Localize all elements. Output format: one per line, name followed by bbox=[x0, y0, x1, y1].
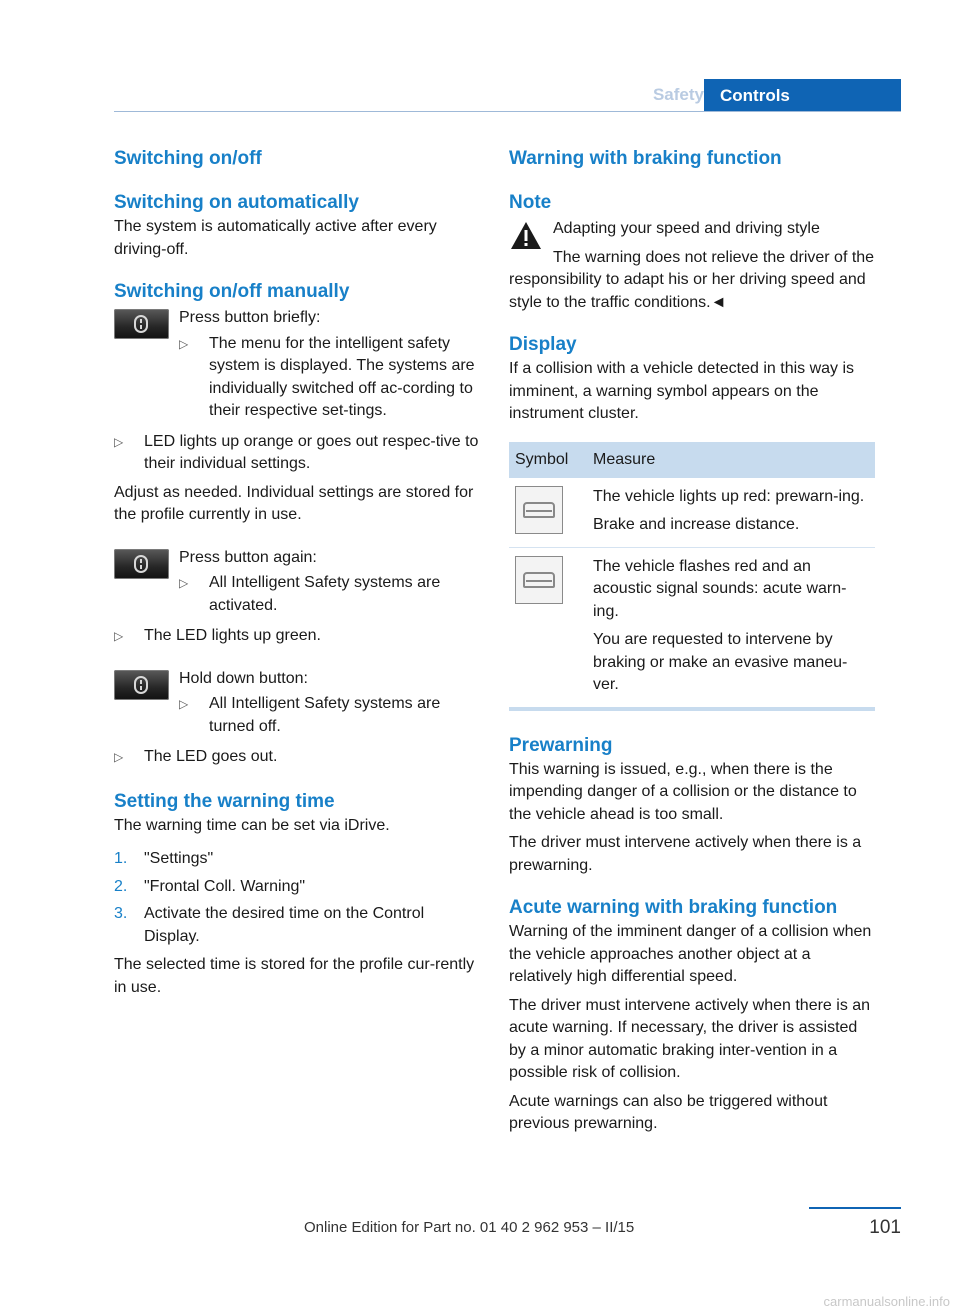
heading-manual: Switching on/off manually bbox=[114, 281, 350, 302]
left-column bbox=[114, 146, 480, 999]
header-rule bbox=[114, 111, 901, 112]
note-title: Adapting your speed and driving style bbox=[553, 220, 820, 237]
measure-line: Brake and increase distance. bbox=[593, 516, 800, 533]
measure-line: The vehicle flashes red and an acoustic signal sounds: acute warn-ing. bbox=[593, 557, 847, 620]
heading-warning-time: Setting the warning time bbox=[114, 790, 335, 812]
list-item: 3. Activate the desired time on the Control Display. bbox=[114, 905, 425, 945]
list-item: ▷ The LED goes out. bbox=[114, 748, 278, 765]
right-column bbox=[509, 146, 875, 1136]
col-symbol: Symbol bbox=[509, 442, 587, 478]
heading-note: Note bbox=[509, 192, 552, 213]
table-row bbox=[509, 478, 875, 548]
page-number: 101 bbox=[869, 1217, 901, 1238]
press-again-block bbox=[114, 547, 480, 618]
press-again-label: Press button again: bbox=[179, 548, 317, 566]
prewarning-text-1: This warning is issued, e.g., when there is the impending danger of a collision or the distance to the vehicle ahead is too small. bbox=[509, 760, 857, 823]
list-item: ▷ All Intelligent Safety systems are activated. bbox=[179, 574, 441, 614]
symbol-table bbox=[509, 442, 875, 711]
car-flashing-icon bbox=[515, 556, 563, 604]
footer-rule bbox=[809, 1207, 901, 1209]
note-block bbox=[509, 218, 875, 314]
page-footer bbox=[114, 1207, 901, 1247]
watermark: carmanualsonline.info bbox=[823, 1294, 950, 1309]
press-briefly-block bbox=[114, 307, 480, 423]
note-text: The warning does not relieve the driver of the responsibility to adapt his or her driving speed and style to the traffic conditions.◄ bbox=[509, 248, 875, 311]
acute-text-1: Warning of the imminent danger of a collision when the vehicle approaches another object at a relatively high differential speed. bbox=[509, 923, 872, 985]
list-item: ▷ All Intelligent Safety systems are turned off. bbox=[179, 695, 441, 735]
table-row bbox=[509, 547, 875, 709]
edition-text: Online Edition for Part no. 01 40 2 962 953 – II/15 bbox=[304, 1219, 635, 1236]
heading-auto: Switching on automatically bbox=[114, 192, 359, 213]
chapter-tab: Controls bbox=[704, 79, 901, 112]
list-item: ▷ LED lights up orange or goes out respec-tive to their individual settings. bbox=[114, 432, 479, 472]
adjust-text: Adjust as needed. Individual settings are stored for the profile currently in use. bbox=[114, 483, 474, 523]
measure-line: The vehicle lights up red: prewarn-ing. bbox=[593, 487, 865, 505]
warning-triangle-icon bbox=[509, 220, 543, 252]
hold-label: Hold down button: bbox=[179, 669, 308, 687]
list-item: ▷ The LED lights up green. bbox=[114, 627, 321, 644]
acute-text-2: The driver must intervene actively when there is an acute warning. If necessary, the driver is assisted by a minor automatic braking inter-vention in a possible risk of collision. bbox=[509, 996, 871, 1081]
safety-button-icon bbox=[114, 309, 169, 339]
list-item: ▷ The menu for the intelligent safety system is displayed. The systems are individually switched off ac-cording to their respective set-tings. bbox=[179, 334, 475, 419]
measure-line: You are requested to intervene by braking or make an evasive maneu-ver. bbox=[593, 631, 848, 693]
safety-button-icon bbox=[114, 670, 169, 700]
list-item: 1. "Settings" bbox=[114, 850, 214, 867]
car-red-icon bbox=[515, 486, 563, 534]
heading-display: Display bbox=[509, 334, 577, 355]
warning-time-text: The warning time can be set via iDrive. bbox=[114, 816, 390, 834]
press-briefly-label: Press button briefly: bbox=[179, 309, 321, 326]
auto-text: The system is automatically active after every driving-off. bbox=[114, 218, 437, 258]
stored-text: The selected time is stored for the profile cur-rently in use. bbox=[114, 956, 475, 996]
acute-text-3: Acute warnings can also be triggered without previous prewarning. bbox=[509, 1092, 828, 1132]
steps-list bbox=[114, 848, 480, 948]
hold-block bbox=[114, 668, 480, 739]
prewarning-text-2: The driver must intervene actively when there is a prewarning. bbox=[509, 834, 862, 874]
display-text: If a collision with a vehicle detected in this way is imminent, a warning symbol appears on the instrument cluster. bbox=[509, 360, 855, 422]
col-measure: Measure bbox=[587, 442, 875, 478]
section-label: Safety bbox=[652, 85, 704, 104]
heading-switching: Switching on/off bbox=[114, 148, 262, 169]
list-item: 2. "Frontal Coll. Warning" bbox=[114, 877, 306, 895]
heading-prewarning: Prewarning bbox=[509, 734, 613, 756]
safety-button-icon bbox=[114, 549, 169, 579]
page-header bbox=[114, 79, 901, 112]
heading-braking: Warning with braking function bbox=[509, 148, 782, 169]
heading-acute: Acute warning with braking function bbox=[509, 897, 838, 918]
